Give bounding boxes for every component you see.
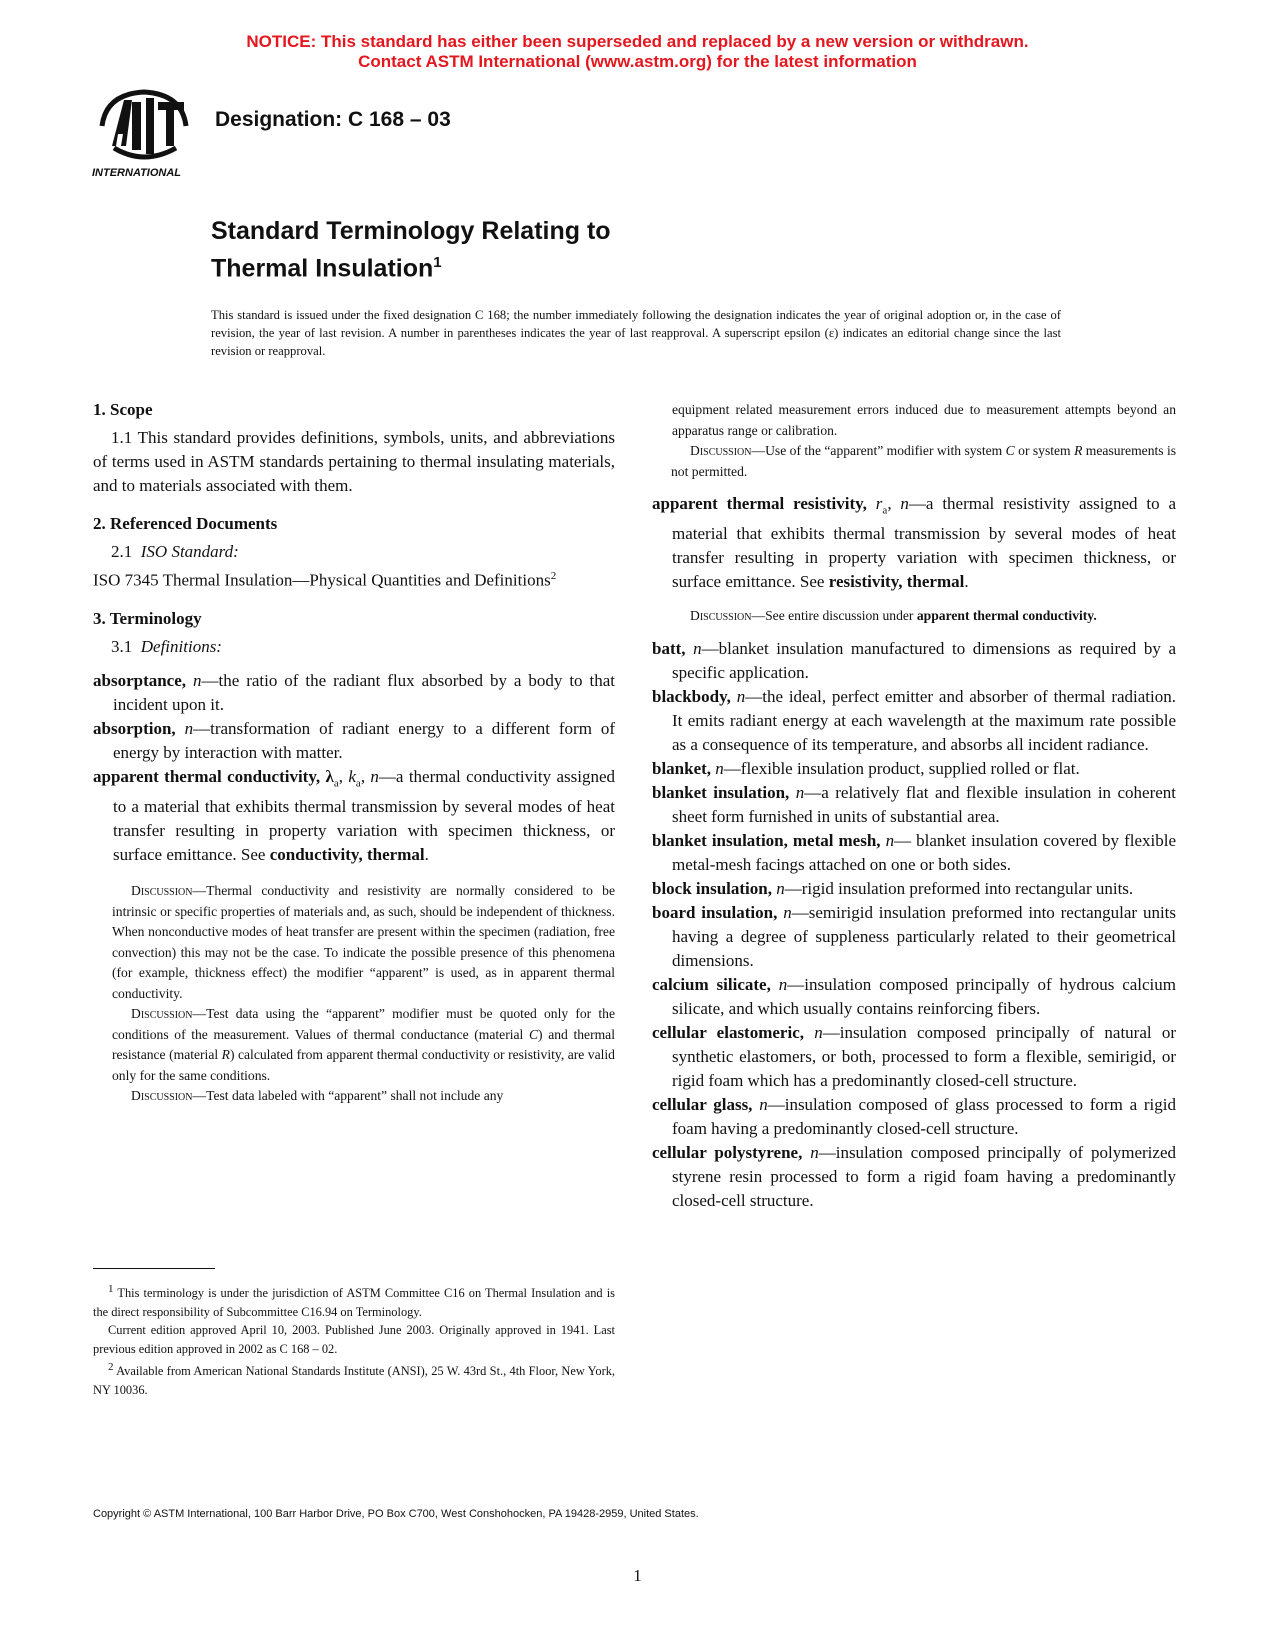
noun-marker: n: [693, 638, 702, 658]
noun-marker: n: [900, 494, 909, 513]
discussion-label: Discussion: [131, 1088, 193, 1104]
noun-marker: n: [778, 974, 788, 994]
discussion-2-text-a: —Test data using the “apparent” modifier must be quoted only for the conditions of the measurement. Values of thermal conductance (material: [112, 1006, 615, 1042]
terminology-31-number: 3.1: [111, 636, 133, 656]
noun-marker: n: [192, 670, 202, 690]
symbol-subscript: a: [333, 777, 339, 790]
discussion-1: [93, 881, 615, 1004]
discussion-5: [652, 606, 1176, 627]
refdocs-21: [93, 540, 615, 564]
discussion-3-continued: equipment related measurement errors induced due to measurement attempts beyond an apparatus range or calibration.: [672, 402, 1176, 438]
definition-batt: [652, 637, 1176, 685]
see-conductivity-thermal: conductivity, thermal: [269, 845, 425, 865]
see-resistivity-thermal: resistivity, thermal: [828, 572, 965, 592]
term-absorptance: absorptance,: [93, 670, 187, 690]
discussion-4-r: R: [1074, 443, 1083, 458]
copyright: Copyright © ASTM International, 100 Barr Harbor Drive, PO Box C700, West Conshohocken, PA 19428-2959, United States.: [93, 1508, 699, 1520]
discussion-label: Discussion: [131, 883, 193, 899]
definition-absorption: [93, 717, 615, 765]
footnotes: [93, 1280, 615, 1399]
footnote-2-number: 2: [108, 1361, 114, 1374]
discussion-4-text-c: measurements is not permitted.: [671, 443, 1177, 479]
def-absorption: —transformation of radiant energy to a different form of energy by interaction with matter.: [113, 718, 616, 762]
discussion-4: [652, 441, 1176, 482]
astm-logo: [92, 86, 200, 182]
section-refdocs-heading: 2. Referenced Documents: [93, 514, 278, 533]
refdocs-iso-text: ISO 7345 Thermal Insulation—Physical Quantities and Definitions: [93, 570, 551, 590]
discussion-1-text: —Thermal conductivity and resistivity are normally considered to be intrinsic or specific properties of materials and, as such, should be independent of thickness. When nonconductive modes of heat transfer are present within the specimen (radiation, free convection) this may not be the case. To indicate the possible presence of this phenomena (for example, thickness effect) the modifier “apparent” is used, as in apparent thermal conductivity.: [112, 883, 615, 1001]
right-column: [652, 400, 1176, 1213]
definition-blanket-insulation-metal-mesh: [652, 829, 1176, 877]
noun-marker: n: [736, 686, 746, 706]
section-terminology-heading: 3. Terminology: [93, 608, 202, 628]
term-blanket: blanket,: [652, 758, 712, 778]
definition-blanket-insulation: [652, 781, 1176, 829]
section-scope-heading: 1. Scope: [93, 400, 153, 419]
notice-line-1: NOTICE: This standard has either been superseded and replaced by a new version or withdrawn.: [246, 32, 1029, 51]
terminology-31: [93, 635, 615, 659]
noun-marker: n: [370, 766, 379, 786]
term-cellular-glass: cellular glass,: [652, 1094, 753, 1114]
def-cellular-glass: —insulation composed of glass processed to form a rigid foam having a predominantly closed-cell structure.: [672, 1094, 1176, 1138]
def-board-insulation: —semirigid insulation preformed into rectangular units having a degree of suppleness particularly related to their geometrical dimensions.: [672, 902, 1177, 970]
footnote-1-text: This terminology is under the jurisdiction of ASTM Committee C16 on Thermal Insulation and is the direct responsibility of Subcommittee C16.94 on Terminology.: [93, 1286, 615, 1319]
document-title: [211, 216, 611, 284]
scope-text: 1.1 This standard provides definitions, symbols, units, and abbreviations of terms used in ASTM standards pertaining to thermal insulating materials, and to materials associated with them.: [93, 428, 615, 495]
symbol-r: r: [875, 494, 883, 513]
noun-marker: n: [810, 1142, 819, 1162]
def-blanket: —flexible insulation product, supplied rolled or flat.: [723, 758, 1080, 778]
see-apparent-thermal-conductivity: apparent thermal conductivity.: [916, 608, 1097, 624]
noun-marker: n: [184, 718, 194, 738]
title-line-2-text: Thermal Insulation: [211, 254, 434, 283]
discussion-4-text-a: —Use of the “apparent” modifier with system: [751, 443, 1003, 458]
definition-cellular-glass: [652, 1093, 1176, 1141]
discussion-label: Discussion: [690, 608, 752, 624]
noun-marker: n: [783, 902, 792, 922]
term-absorption: absorption,: [93, 718, 176, 738]
title-line-1: Standard Terminology Relating to: [211, 217, 611, 245]
term-blanket-insulation-metal-mesh: blanket insulation, metal mesh,: [652, 830, 881, 850]
definition-board-insulation: [652, 901, 1176, 973]
def-block-insulation: —rigid insulation preformed into rectangular units.: [784, 878, 1134, 898]
refdocs-21-number: 2.1: [111, 542, 133, 561]
definition-cellular-elastomeric: [652, 1021, 1176, 1093]
issue-note: This standard is issued under the fixed designation C 168; the number immediately following the designation indicates the year of original adoption or, in the case of revision, the year of last revision. A number in parentheses indicates the year of last reapproval. A superscript epsilon (ε) indicates an editorial change since the last revision or reapproval.: [211, 308, 1061, 358]
def-blanket-insulation-metal-mesh: — blanket insulation covered by flexible metal-mesh facings attached on one or both sides.: [672, 830, 1177, 874]
term-apparent-thermal-resistivity: apparent thermal resistivity,: [652, 494, 867, 513]
noun-marker: n: [795, 782, 805, 802]
footnote-rule: [93, 1268, 215, 1269]
noun-marker: n: [814, 1022, 823, 1042]
discussion-label: Discussion: [131, 1006, 193, 1022]
symbol-lambda: λ: [325, 766, 334, 786]
def-blanket-insulation: —a relatively flat and flexible insulation in coherent sheet form furnished in units of substantial area.: [672, 782, 1177, 826]
terminology-31-label: Definitions:: [140, 636, 222, 656]
term-cellular-polystyrene: cellular polystyrene,: [652, 1142, 803, 1162]
definition-absorptance: [93, 669, 615, 717]
term-blanket-insulation: blanket insulation,: [652, 782, 790, 802]
footnote-1-number: 1: [108, 1283, 114, 1295]
discussion-3: [93, 1086, 615, 1107]
discussion-2-c: C: [528, 1026, 539, 1042]
definition-apparent-thermal-conductivity: apparent thermal conductivity, $\lambda_a$, $k_a$, n—a thermal conductivity assigned to a material that exhibits thermal transmission by several modes of heat transfer resulting in property variation with specimen thickness, or surface emittance. See conductivity, thermal.: [93, 766, 615, 865]
def-cellular-polystyrene: —insulation composed principally of polymerized styrene resin processed to form a rigid foam having a predominantly closed-cell structure.: [672, 1142, 1176, 1210]
page-number: 1: [633, 1566, 642, 1585]
noun-marker: n: [759, 1094, 768, 1114]
designation: Designation: C 168 – 03: [215, 108, 451, 131]
refdocs-iso-entry: [93, 564, 615, 593]
definition-blanket: [652, 757, 1176, 781]
definition-block-insulation: [652, 877, 1176, 901]
footnote-1b: Current edition approved April 10, 2003. Published June 2003. Originally approved in 1941. Last previous edition approved in 2002 as C 168 – 02.: [93, 1323, 615, 1356]
term-batt: batt,: [652, 638, 686, 658]
refdocs-iso-footnote-ref: 2: [550, 570, 557, 582]
def-calcium-silicate: —insulation composed principally of hydrous calcium silicate, and which usually contains reinforcing fibers.: [672, 974, 1176, 1018]
discussion-5-text: —See entire discussion under: [751, 608, 914, 624]
term-board-insulation: board insulation,: [652, 902, 778, 922]
term-blackbody: blackbody,: [652, 686, 731, 706]
term-block-insulation: block insulation,: [652, 878, 772, 898]
discussion-2-text-c: ) calculated from apparent thermal conductivity or resistivity, are valid only for the same conditions.: [112, 1047, 615, 1083]
footnote-2: [93, 1358, 615, 1399]
discussion-2-text-b: ) and thermal resistance (material: [112, 1026, 615, 1063]
noun-marker: n: [885, 830, 895, 850]
discussion-3-text: —Test data labeled with “apparent” shall not include any: [192, 1088, 504, 1104]
term-apparent-thermal-conductivity: apparent thermal conductivity,: [93, 766, 321, 786]
discussion-2: [93, 1004, 615, 1086]
discussion-4-text-b: or system: [1018, 443, 1071, 458]
discussion-4-c: C: [1005, 443, 1015, 458]
term-calcium-silicate: calcium silicate,: [652, 974, 771, 994]
def-blackbody: —the ideal, perfect emitter and absorber of thermal radiation. It emits radiant energy at each wavelength at the maximum rate possible as a consequence of its temperature, and absorbs all incident radiance.: [672, 686, 1176, 754]
notice-line-2: Contact ASTM International (www.astm.org) for the latest information: [358, 52, 917, 71]
left-column: [93, 398, 615, 1117]
term-cellular-elastomeric: cellular elastomeric,: [652, 1022, 804, 1042]
symbol-k: k: [348, 766, 356, 786]
discussion-block-left: [93, 881, 615, 1107]
noun-marker: n: [715, 758, 724, 778]
discussion-2-r: R: [221, 1047, 230, 1063]
symbol-subscript: a: [882, 504, 888, 517]
definition-blackbody: [652, 685, 1176, 757]
def-apparent-thermal-resistivity: —a thermal resistivity assigned to a material that exhibits thermal transmission by several modes of heat transfer resulting in property variation with specimen thickness, or surface emittance. See: [672, 494, 1177, 592]
footnote-1: [93, 1280, 615, 1321]
definition-apparent-thermal-resistivity: apparent thermal resistivity, $r_a$, n—a thermal resistivity assigned to a material that exhibits thermal transmission by several modes of heat transfer resulting in property variation with specimen thickness, or surface emittance. See resistivity, thermal.: [652, 494, 1177, 592]
definition-cellular-polystyrene: [652, 1141, 1176, 1213]
refdocs-iso-label: ISO Standard:: [140, 542, 239, 561]
definition-calcium-silicate: [652, 973, 1176, 1021]
def-batt: —blanket insulation manufactured to dimensions as required by a specific application.: [672, 638, 1176, 682]
discussion-label: Discussion: [690, 443, 752, 458]
title-line-2: [211, 247, 611, 284]
def-cellular-elastomeric: —insulation composed principally of natural or synthetic elastomers, or both, processed to form a flexible, semirigid, or rigid foam which has a predominantly closed-cell structure.: [672, 1022, 1176, 1090]
footnote-2-text: Available from American National Standards Institute (ANSI), 25 W. 43rd St., 4th Floor, New York, NY 10036.: [93, 1364, 615, 1397]
superseded-notice: [0, 32, 1275, 72]
logo-international-text: INTERNATIONAL: [92, 167, 182, 179]
noun-marker: n: [776, 878, 785, 898]
def-absorptance: —the ratio of the radiant flux absorbed by a body to that incident upon it.: [113, 670, 616, 714]
def-apparent-thermal-conductivity: —a thermal conductivity assigned to a material that exhibits thermal transmission by several modes of heat transfer resulting in property variation with specimen thickness, or surface emittance. See: [113, 766, 615, 865]
symbol-subscript: a: [355, 777, 361, 790]
title-footnote-ref: 1: [433, 254, 442, 271]
